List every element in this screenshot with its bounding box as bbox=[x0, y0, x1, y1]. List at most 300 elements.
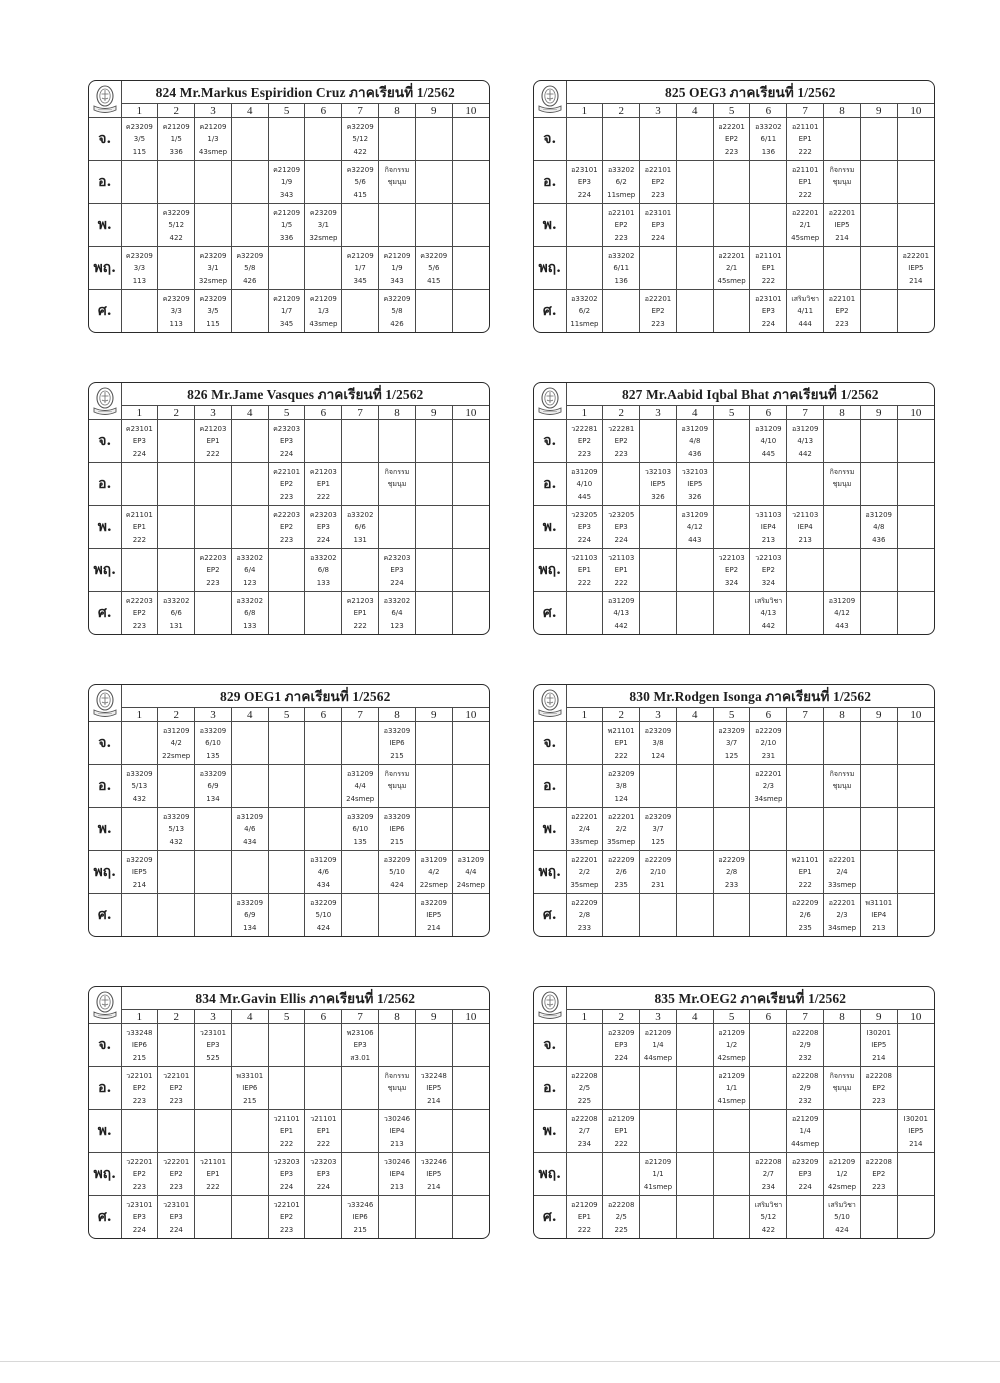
timetable-card bbox=[88, 684, 490, 937]
cell-subject: ค23203 bbox=[383, 554, 411, 562]
schedule-cell bbox=[640, 722, 677, 765]
cell-subject: อ31209 bbox=[681, 425, 709, 433]
cell-subject: ว22103 bbox=[755, 554, 782, 562]
schedule-cell bbox=[603, 722, 640, 765]
cell-section: IEP4 bbox=[389, 1127, 405, 1136]
cell-room: 214 bbox=[835, 233, 849, 242]
schedule-cell bbox=[231, 1110, 268, 1153]
cell-room: 24smep bbox=[346, 794, 375, 803]
schedule-cell bbox=[897, 1024, 934, 1067]
schedule-cell bbox=[121, 1196, 158, 1239]
schedule-cell bbox=[158, 1153, 195, 1196]
cell-room: 232 bbox=[798, 1053, 812, 1062]
cell-section: EP3 bbox=[651, 221, 665, 230]
schedule-cell bbox=[640, 1153, 677, 1196]
schedule-cell bbox=[897, 290, 934, 333]
schedule-cell bbox=[452, 1110, 489, 1153]
schedule-cell bbox=[268, 118, 305, 161]
cell-subject: อ31209 bbox=[865, 511, 893, 519]
schedule-cell bbox=[268, 765, 305, 808]
period-number: 6 bbox=[305, 406, 342, 420]
cell-section: 6/4 bbox=[391, 609, 403, 618]
cell-section: EP2 bbox=[725, 135, 739, 144]
cell-subject: อ33202 bbox=[162, 597, 190, 605]
schedule-cell bbox=[566, 204, 603, 247]
period-number: 10 bbox=[897, 104, 934, 118]
cell-room: 213 bbox=[390, 1139, 404, 1148]
schedule-cell bbox=[566, 1196, 603, 1239]
cell-room: 222 bbox=[206, 1182, 220, 1191]
schedule-cell bbox=[195, 463, 232, 506]
cell-subject: อ23101 bbox=[571, 166, 598, 174]
cell-subject: ว21103 bbox=[792, 511, 819, 519]
cell-room: 131 bbox=[169, 621, 183, 630]
cell-section: 5/10 bbox=[315, 911, 332, 920]
schedule-cell bbox=[603, 506, 640, 549]
cell-room: 213 bbox=[761, 535, 776, 544]
cell-subject: อ23209 bbox=[644, 727, 672, 735]
cell-room: 214 bbox=[909, 1139, 923, 1148]
cell-subject: อ33209 bbox=[346, 813, 374, 821]
cell-section: EP1 bbox=[316, 1127, 330, 1136]
schedule-cell bbox=[566, 1067, 603, 1110]
schedule-cell bbox=[305, 118, 342, 161]
cell-section: 1/5 bbox=[280, 221, 293, 230]
cell-section: 1/9 bbox=[280, 178, 293, 187]
period-number: 6 bbox=[750, 708, 787, 722]
schedule-cell bbox=[195, 592, 232, 635]
schedule-cell bbox=[860, 506, 897, 549]
schedule-cell bbox=[750, 247, 787, 290]
schedule-cell bbox=[121, 290, 158, 333]
cell-subject: อ22201 bbox=[828, 209, 856, 217]
cell-room: 223 bbox=[872, 1096, 886, 1105]
cell-subject: อ21209 bbox=[718, 1072, 745, 1080]
cell-subject: อ22201 bbox=[828, 856, 856, 864]
schedule-cell bbox=[305, 506, 342, 549]
cell-section: EP3 bbox=[316, 1170, 330, 1179]
period-number: 8 bbox=[824, 104, 861, 118]
schedule-cell bbox=[379, 1067, 416, 1110]
schedule-cell bbox=[415, 161, 452, 204]
period-number: 2 bbox=[158, 1010, 195, 1024]
cell-room: 214 bbox=[872, 1053, 886, 1062]
schedule-cell bbox=[676, 1196, 713, 1239]
period-number: 1 bbox=[566, 104, 603, 118]
schedule-cell bbox=[268, 722, 305, 765]
schedule-cell bbox=[231, 894, 268, 937]
cell-section: 4/6 bbox=[244, 825, 256, 834]
schedule-cell bbox=[415, 290, 452, 333]
schedule-cell bbox=[676, 894, 713, 937]
cell-subject: ค21209 bbox=[199, 123, 227, 131]
schedule-cell bbox=[640, 118, 677, 161]
cell-room: 345 bbox=[353, 276, 367, 285]
schedule-cell bbox=[342, 808, 379, 851]
schedule-cell bbox=[824, 765, 861, 808]
schedule-cell bbox=[603, 1024, 640, 1067]
schedule-cell bbox=[415, 765, 452, 808]
period-number: 7 bbox=[787, 406, 824, 420]
schedule-cell bbox=[415, 420, 452, 463]
cell-section: 6/11 bbox=[760, 135, 777, 144]
cell-section: 4/13 bbox=[760, 609, 777, 618]
day-label: ศ. bbox=[89, 290, 121, 333]
cell-subject: อ33209 bbox=[383, 813, 411, 821]
period-number: 9 bbox=[860, 406, 897, 420]
schedule-cell bbox=[305, 1024, 342, 1067]
schedule-cell bbox=[897, 722, 934, 765]
cell-subject: ค21203 bbox=[199, 425, 227, 433]
schedule-cell bbox=[195, 1153, 232, 1196]
timetable-title: 835 Mr.OEG2 ภาคเรียนที่ 1/2562 bbox=[566, 987, 934, 1010]
cell-room: 426 bbox=[390, 319, 404, 328]
cell-section: 1/3 bbox=[207, 135, 219, 144]
cell-room: 525 bbox=[206, 1053, 220, 1062]
cell-subject: อ31209 bbox=[457, 856, 485, 864]
cell-room: 42smep bbox=[717, 1053, 746, 1062]
schedule-cell bbox=[342, 161, 379, 204]
schedule-cell bbox=[676, 1153, 713, 1196]
period-number: 8 bbox=[824, 1010, 861, 1024]
cell-room: 436 bbox=[872, 535, 886, 544]
period-number: 3 bbox=[195, 104, 232, 118]
cell-subject: ค21209 bbox=[162, 123, 190, 131]
cell-room: 442 bbox=[798, 449, 812, 458]
schedule-cell bbox=[897, 247, 934, 290]
cell-section: EP2 bbox=[169, 1170, 183, 1179]
cell-subject: อ33202 bbox=[236, 554, 264, 562]
schedule-cell bbox=[195, 506, 232, 549]
schedule-cell bbox=[860, 1110, 897, 1153]
day-label: พ. bbox=[89, 1110, 121, 1153]
schedule-cell bbox=[640, 463, 677, 506]
schedule-cell bbox=[452, 161, 489, 204]
schedule-cell bbox=[268, 851, 305, 894]
schedule-cell bbox=[897, 851, 934, 894]
schedule-cell bbox=[750, 851, 787, 894]
period-number: 4 bbox=[231, 104, 268, 118]
cell-section: EP3 bbox=[798, 1170, 812, 1179]
cell-room: 231 bbox=[651, 880, 665, 889]
schedule-cell bbox=[897, 549, 934, 592]
cell-room: 131 bbox=[353, 535, 367, 544]
schedule-cell bbox=[787, 1153, 824, 1196]
schedule-cell bbox=[231, 1196, 268, 1239]
schedule-cell bbox=[342, 549, 379, 592]
schedule-cell bbox=[268, 1067, 305, 1110]
schedule-cell bbox=[452, 722, 489, 765]
schedule-cell bbox=[640, 420, 677, 463]
day-label: พฤ. bbox=[89, 549, 121, 592]
period-number: 2 bbox=[158, 708, 195, 722]
schedule-cell bbox=[713, 506, 750, 549]
cell-section: EP2 bbox=[169, 1084, 183, 1093]
cell-room: 223 bbox=[132, 621, 147, 630]
cell-room: 214 bbox=[909, 276, 923, 285]
cell-subject: ค23209 bbox=[199, 295, 227, 303]
cell-section: IEP5 bbox=[871, 1041, 887, 1050]
schedule-cell bbox=[231, 1067, 268, 1110]
cell-subject: อ31209 bbox=[236, 813, 264, 821]
schedule-cell bbox=[787, 161, 824, 204]
cell-section: EP3 bbox=[614, 523, 628, 532]
cell-room: 223 bbox=[169, 1096, 183, 1105]
cell-room: 215 bbox=[390, 837, 404, 846]
schedule-cell bbox=[566, 894, 603, 937]
cell-subject: อ21209 bbox=[607, 1115, 635, 1123]
schedule-cell bbox=[121, 722, 158, 765]
schedule-cell bbox=[268, 549, 305, 592]
cell-section: 4/13 bbox=[613, 609, 630, 618]
period-number: 5 bbox=[268, 1010, 305, 1024]
day-label: จ. bbox=[534, 1024, 566, 1067]
cell-subject: อ22201 bbox=[607, 813, 635, 821]
cell-section: 2/7 bbox=[578, 1127, 591, 1136]
schedule-cell bbox=[342, 722, 379, 765]
cell-room: 223 bbox=[279, 535, 294, 544]
schedule-cell bbox=[195, 247, 232, 290]
cell-subject: ว21101 bbox=[273, 1115, 300, 1123]
cell-room: 223 bbox=[614, 233, 628, 242]
schedule-cell bbox=[640, 592, 677, 635]
cell-section: EP1 bbox=[798, 178, 812, 187]
cell-section: 1/7 bbox=[354, 264, 366, 273]
schedule-cell bbox=[121, 247, 158, 290]
schedule-cell bbox=[158, 1196, 195, 1239]
period-number: 10 bbox=[897, 708, 934, 722]
cell-subject: อ23101 bbox=[755, 295, 782, 303]
cell-room: 415 bbox=[427, 276, 441, 285]
schedule-cell bbox=[195, 290, 232, 333]
cell-room: 44smep bbox=[643, 1053, 673, 1062]
schedule-cell bbox=[750, 894, 787, 937]
schedule-cell bbox=[231, 592, 268, 635]
cell-section: 2/7 bbox=[762, 1170, 775, 1179]
cell-section: EP2 bbox=[132, 609, 146, 618]
schedule-cell bbox=[379, 1110, 416, 1153]
cell-subject: พ23106 bbox=[346, 1029, 374, 1037]
cell-section: EP2 bbox=[280, 480, 294, 489]
day-label: อ. bbox=[534, 1067, 566, 1110]
schedule-cell bbox=[305, 765, 342, 808]
schedule-cell bbox=[750, 290, 787, 333]
schedule-cell bbox=[750, 118, 787, 161]
schedule-cell bbox=[231, 247, 268, 290]
cell-subject: อ21209 bbox=[828, 1158, 856, 1166]
cell-room: 434 bbox=[316, 880, 331, 889]
cell-section: IEP6 bbox=[352, 1213, 368, 1222]
schedule-cell bbox=[676, 247, 713, 290]
cell-section: EP1 bbox=[206, 1170, 220, 1179]
cell-subject: อ23101 bbox=[644, 209, 672, 217]
cell-section: 4/8 bbox=[689, 437, 701, 446]
schedule-cell bbox=[713, 290, 750, 333]
cell-room: 222 bbox=[577, 578, 592, 587]
cell-subject: ค22203 bbox=[273, 511, 301, 519]
schedule-cell bbox=[195, 808, 232, 851]
cell-room: 134 bbox=[243, 923, 257, 932]
schedule-cell bbox=[750, 204, 787, 247]
cell-subject: อ22209 bbox=[791, 899, 819, 907]
cell-room: 34smep bbox=[827, 923, 857, 932]
schedule-cell bbox=[603, 463, 640, 506]
schedule-cell bbox=[121, 851, 158, 894]
schedule-cell bbox=[268, 506, 305, 549]
cell-subject: เสริมวิชา bbox=[754, 597, 783, 605]
cell-subject: อ31209 bbox=[571, 468, 598, 476]
school-crest-icon bbox=[92, 990, 118, 1020]
period-number: 7 bbox=[342, 1010, 379, 1024]
schedule-cell bbox=[158, 722, 195, 765]
day-label: ศ. bbox=[89, 1196, 121, 1239]
cell-room: 422 bbox=[353, 147, 367, 156]
cell-section: 3/7 bbox=[725, 739, 738, 748]
period-number: 5 bbox=[713, 708, 750, 722]
cell-subject: ค21209 bbox=[346, 252, 374, 260]
day-label: พฤ. bbox=[89, 247, 121, 290]
schedule-cell bbox=[787, 765, 824, 808]
cell-section: 4/2 bbox=[170, 739, 182, 748]
day-label: อ. bbox=[89, 161, 121, 204]
cell-subject: ว23205 bbox=[571, 511, 598, 519]
period-number: 7 bbox=[342, 708, 379, 722]
cell-section: IEP6 bbox=[242, 1084, 258, 1093]
schedule-cell bbox=[676, 549, 713, 592]
cell-section: 2/6 bbox=[799, 911, 811, 920]
cell-subject: ว23101 bbox=[199, 1029, 227, 1037]
cell-room: 113 bbox=[132, 276, 147, 285]
cell-room: 24smep bbox=[456, 880, 485, 889]
schedule-cell bbox=[415, 204, 452, 247]
schedule-cell bbox=[676, 463, 713, 506]
cell-subject: อ23209 bbox=[644, 813, 672, 821]
schedule-cell bbox=[158, 247, 195, 290]
day-label: พ. bbox=[534, 506, 566, 549]
schedule-cell bbox=[787, 204, 824, 247]
cell-subject: ค23209 bbox=[125, 252, 153, 260]
schedule-cell bbox=[231, 1024, 268, 1067]
schedule-cell bbox=[713, 808, 750, 851]
period-number: 3 bbox=[640, 708, 677, 722]
cell-room: 326 bbox=[688, 492, 702, 501]
timetable-title: 830 Mr.Rodgen Isonga ภาคเรียนที่ 1/2562 bbox=[566, 685, 934, 708]
schedule-cell bbox=[268, 1153, 305, 1196]
timetable-grid bbox=[534, 987, 934, 1239]
period-number: 7 bbox=[342, 406, 379, 420]
schedule-cell bbox=[231, 290, 268, 333]
schedule-cell bbox=[566, 161, 603, 204]
cell-room: 224 bbox=[390, 578, 404, 587]
schedule-cell bbox=[415, 247, 452, 290]
cell-section: EP3 bbox=[316, 523, 330, 532]
cell-room: 133 bbox=[243, 621, 257, 630]
schedule-cell bbox=[640, 1110, 677, 1153]
schedule-cell bbox=[603, 1067, 640, 1110]
cell-section: IEP5 bbox=[131, 868, 147, 877]
period-number: 7 bbox=[787, 104, 824, 118]
day-label: จ. bbox=[89, 420, 121, 463]
schedule-cell bbox=[713, 1196, 750, 1239]
cell-subject: อ22101 bbox=[644, 166, 672, 174]
cell-room: 34smep bbox=[754, 794, 783, 803]
schedule-cell bbox=[640, 808, 677, 851]
cell-section: EP2 bbox=[761, 566, 775, 575]
cell-section: EP2 bbox=[651, 307, 665, 316]
day-label: พ. bbox=[534, 808, 566, 851]
schedule-cell bbox=[195, 894, 232, 937]
schedule-cell bbox=[415, 1067, 452, 1110]
cell-subject: อ22208 bbox=[607, 1201, 635, 1209]
cell-section: EP1 bbox=[353, 609, 367, 618]
schedule-cell bbox=[342, 851, 379, 894]
cell-room: 41smep bbox=[717, 1096, 746, 1105]
cell-section: 2/1 bbox=[799, 221, 811, 230]
cell-section: EP3 bbox=[206, 1041, 220, 1050]
cell-room: 223 bbox=[872, 1182, 886, 1191]
schedule-cell bbox=[379, 1024, 416, 1067]
schedule-cell bbox=[158, 894, 195, 937]
schedule-cell bbox=[640, 851, 677, 894]
cell-section: EP2 bbox=[614, 221, 628, 230]
day-label: พฤ. bbox=[89, 1153, 121, 1196]
school-logo-cell bbox=[89, 81, 121, 118]
cell-subject: ค23203 bbox=[273, 425, 301, 433]
cell-subject: อ33209 bbox=[162, 813, 190, 821]
cell-subject: ค21209 bbox=[309, 295, 337, 303]
schedule-cell bbox=[305, 722, 342, 765]
schedule-cell bbox=[415, 1024, 452, 1067]
cell-section: IEP4 bbox=[797, 523, 813, 532]
cell-room: 22smep bbox=[419, 880, 448, 889]
schedule-cell bbox=[121, 118, 158, 161]
schedule-cell bbox=[676, 506, 713, 549]
day-label: พ. bbox=[89, 204, 121, 247]
cell-room: 432 bbox=[132, 794, 147, 803]
schedule-cell bbox=[195, 765, 232, 808]
cell-room: 231 bbox=[761, 751, 776, 760]
schedule-cell bbox=[787, 722, 824, 765]
cell-section: 2/8 bbox=[578, 911, 591, 920]
cell-subject: อ22201 bbox=[571, 856, 598, 864]
cell-section: EP2 bbox=[872, 1170, 886, 1179]
cell-subject: ว22281 bbox=[608, 425, 635, 433]
cell-section: IEP5 bbox=[687, 480, 703, 489]
cell-section: IEP6 bbox=[389, 739, 405, 748]
schedule-cell bbox=[787, 592, 824, 635]
schedule-cell bbox=[860, 420, 897, 463]
schedule-cell bbox=[452, 808, 489, 851]
schedule-cell bbox=[268, 247, 305, 290]
cell-room: 224 bbox=[798, 1182, 812, 1191]
cell-subject: ค32209 bbox=[162, 209, 190, 217]
schedule-cell bbox=[158, 765, 195, 808]
schedule-cell bbox=[342, 463, 379, 506]
cell-room: 436 bbox=[688, 449, 702, 458]
schedule-cell bbox=[787, 290, 824, 333]
cell-room: 124 bbox=[614, 794, 628, 803]
period-number: 8 bbox=[379, 104, 416, 118]
schedule-cell bbox=[566, 1024, 603, 1067]
schedule-cell bbox=[121, 808, 158, 851]
cell-section: EP1 bbox=[761, 264, 775, 273]
schedule-cell bbox=[415, 1110, 452, 1153]
day-label: จ. bbox=[534, 722, 566, 765]
cell-subject: ว23101 bbox=[163, 1201, 190, 1209]
schedule-cell bbox=[824, 1196, 861, 1239]
cell-section: 4/4 bbox=[354, 782, 366, 791]
schedule-cell bbox=[305, 808, 342, 851]
